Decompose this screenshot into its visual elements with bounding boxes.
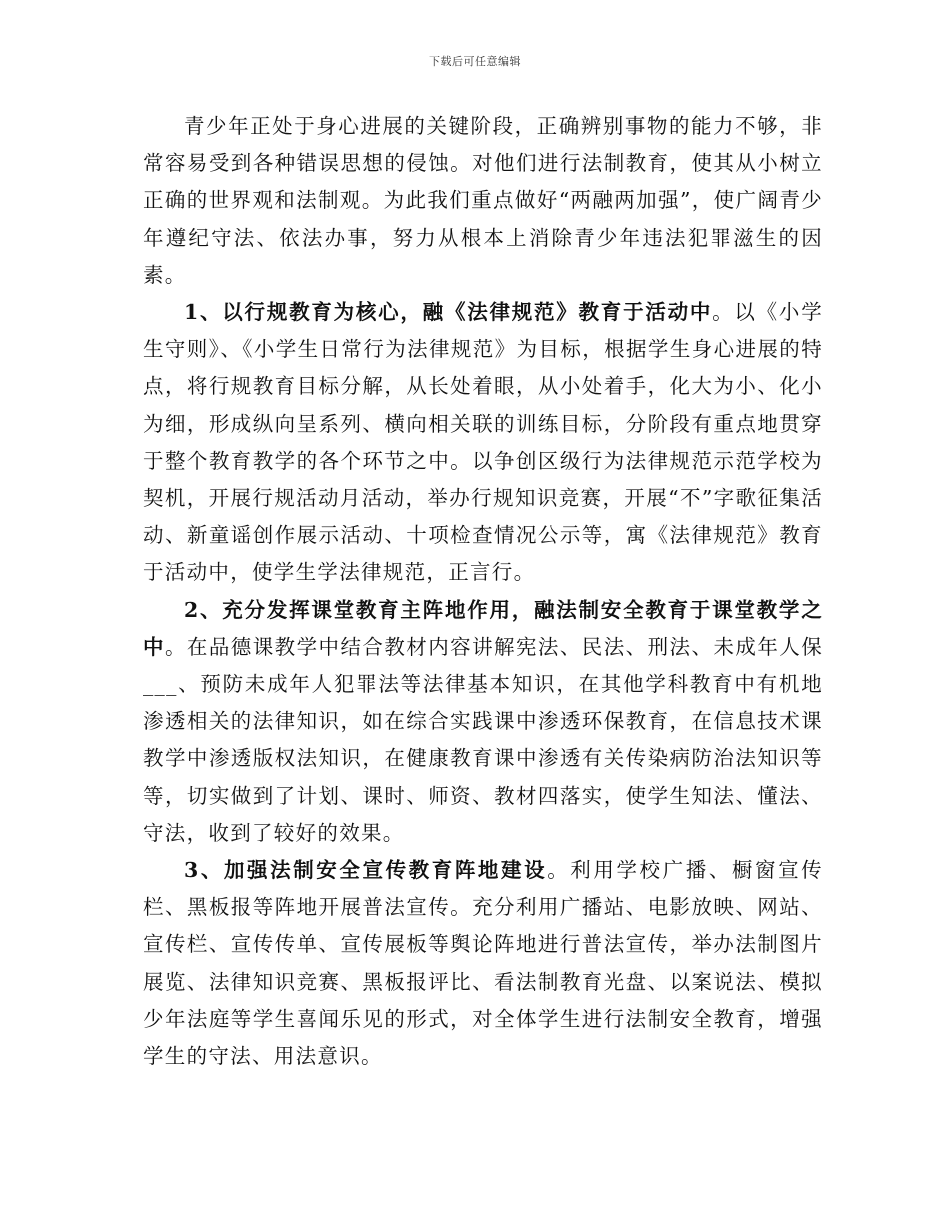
paragraph-text: 。利用学校广播、橱窗宣传栏、黑板报等阵地开展普法宣传。充分利用广播站、电影放映、网站、宣传栏、宣传传单、宣传展板等舆论阵地进行普法宣传，举办法制图片展览、法律知识竞赛、黑板报评比、看法制教育光盘、以案说法、模拟少年法庭等学生喜闻乐见的形式，对全体学生进行法制安全教育，增强学生的守法、用法意识。: [143, 858, 823, 1069]
paragraph-item-1: [143, 294, 823, 592]
paragraph-text: 青少年正处于身心进展的关键阶段，正确辨别事物的能力不够，非常容易受到各种错误思想的侵蚀。对他们进行法制教育，使其从小树立正确的世界观和法制观。为此我们重点做好“两融两加强”，使广阔青少年遵纪守法、依法办事，努力从根本上消除青少年违法犯罪滋生的因素。: [143, 114, 823, 287]
paragraph-intro: [143, 108, 823, 294]
document-body: [143, 108, 823, 1075]
page-header-note: 下载后可任意编辑: [429, 55, 521, 68]
paragraph-text: 。以《小学生守则》、《小学生日常行为法律规范》为目标，根据学生身心进展的特点，将行规教育目标分解，从长处着眼，从小处着手，化大为小、化小为细，形成纵向呈系列、横向相关联的训练目标，分阶段有重点地贯穿于整个教育教学的各个环节之中。以争创区级行为法律规范示范学校为契机，开展行规活动月活动，举办行规知识竞赛，开展“不”字歌征集活动、新童谣创作展示活动、十项检查情况公示等，寓《法律规范》教育于活动中，使学生学法律规范，正言行。: [143, 300, 824, 585]
paragraph-item-3: [143, 852, 823, 1075]
paragraph-lead: 3、加强法制安全宣传教育阵地建设: [184, 858, 548, 883]
paragraph-lead: 1、以行规教育为核心，融《法律规范》教育于活动中: [184, 300, 713, 325]
paragraph-item-2: [143, 592, 823, 852]
paragraph-lead: 2、充分发挥课堂教育主阵地作用，融法制安全教育于课堂教学之中: [143, 597, 823, 659]
paragraph-text: 。在品德课教学中结合教材内容讲解宪法、民法、刑法、未成年人保___、预防未成年人犯罪法等法律基本知识，在其他学科教育中有机地渗透相关的法律知识，如在综合实践课中渗透环保教育，在信息技术课教学中渗透版权法知识，在健康教育课中渗透有关传染病防治法知识等等，切实做到了计划、课时、师资、教材四落实，使学生知法、懂法、守法，收到了较好的效果。: [143, 634, 823, 845]
